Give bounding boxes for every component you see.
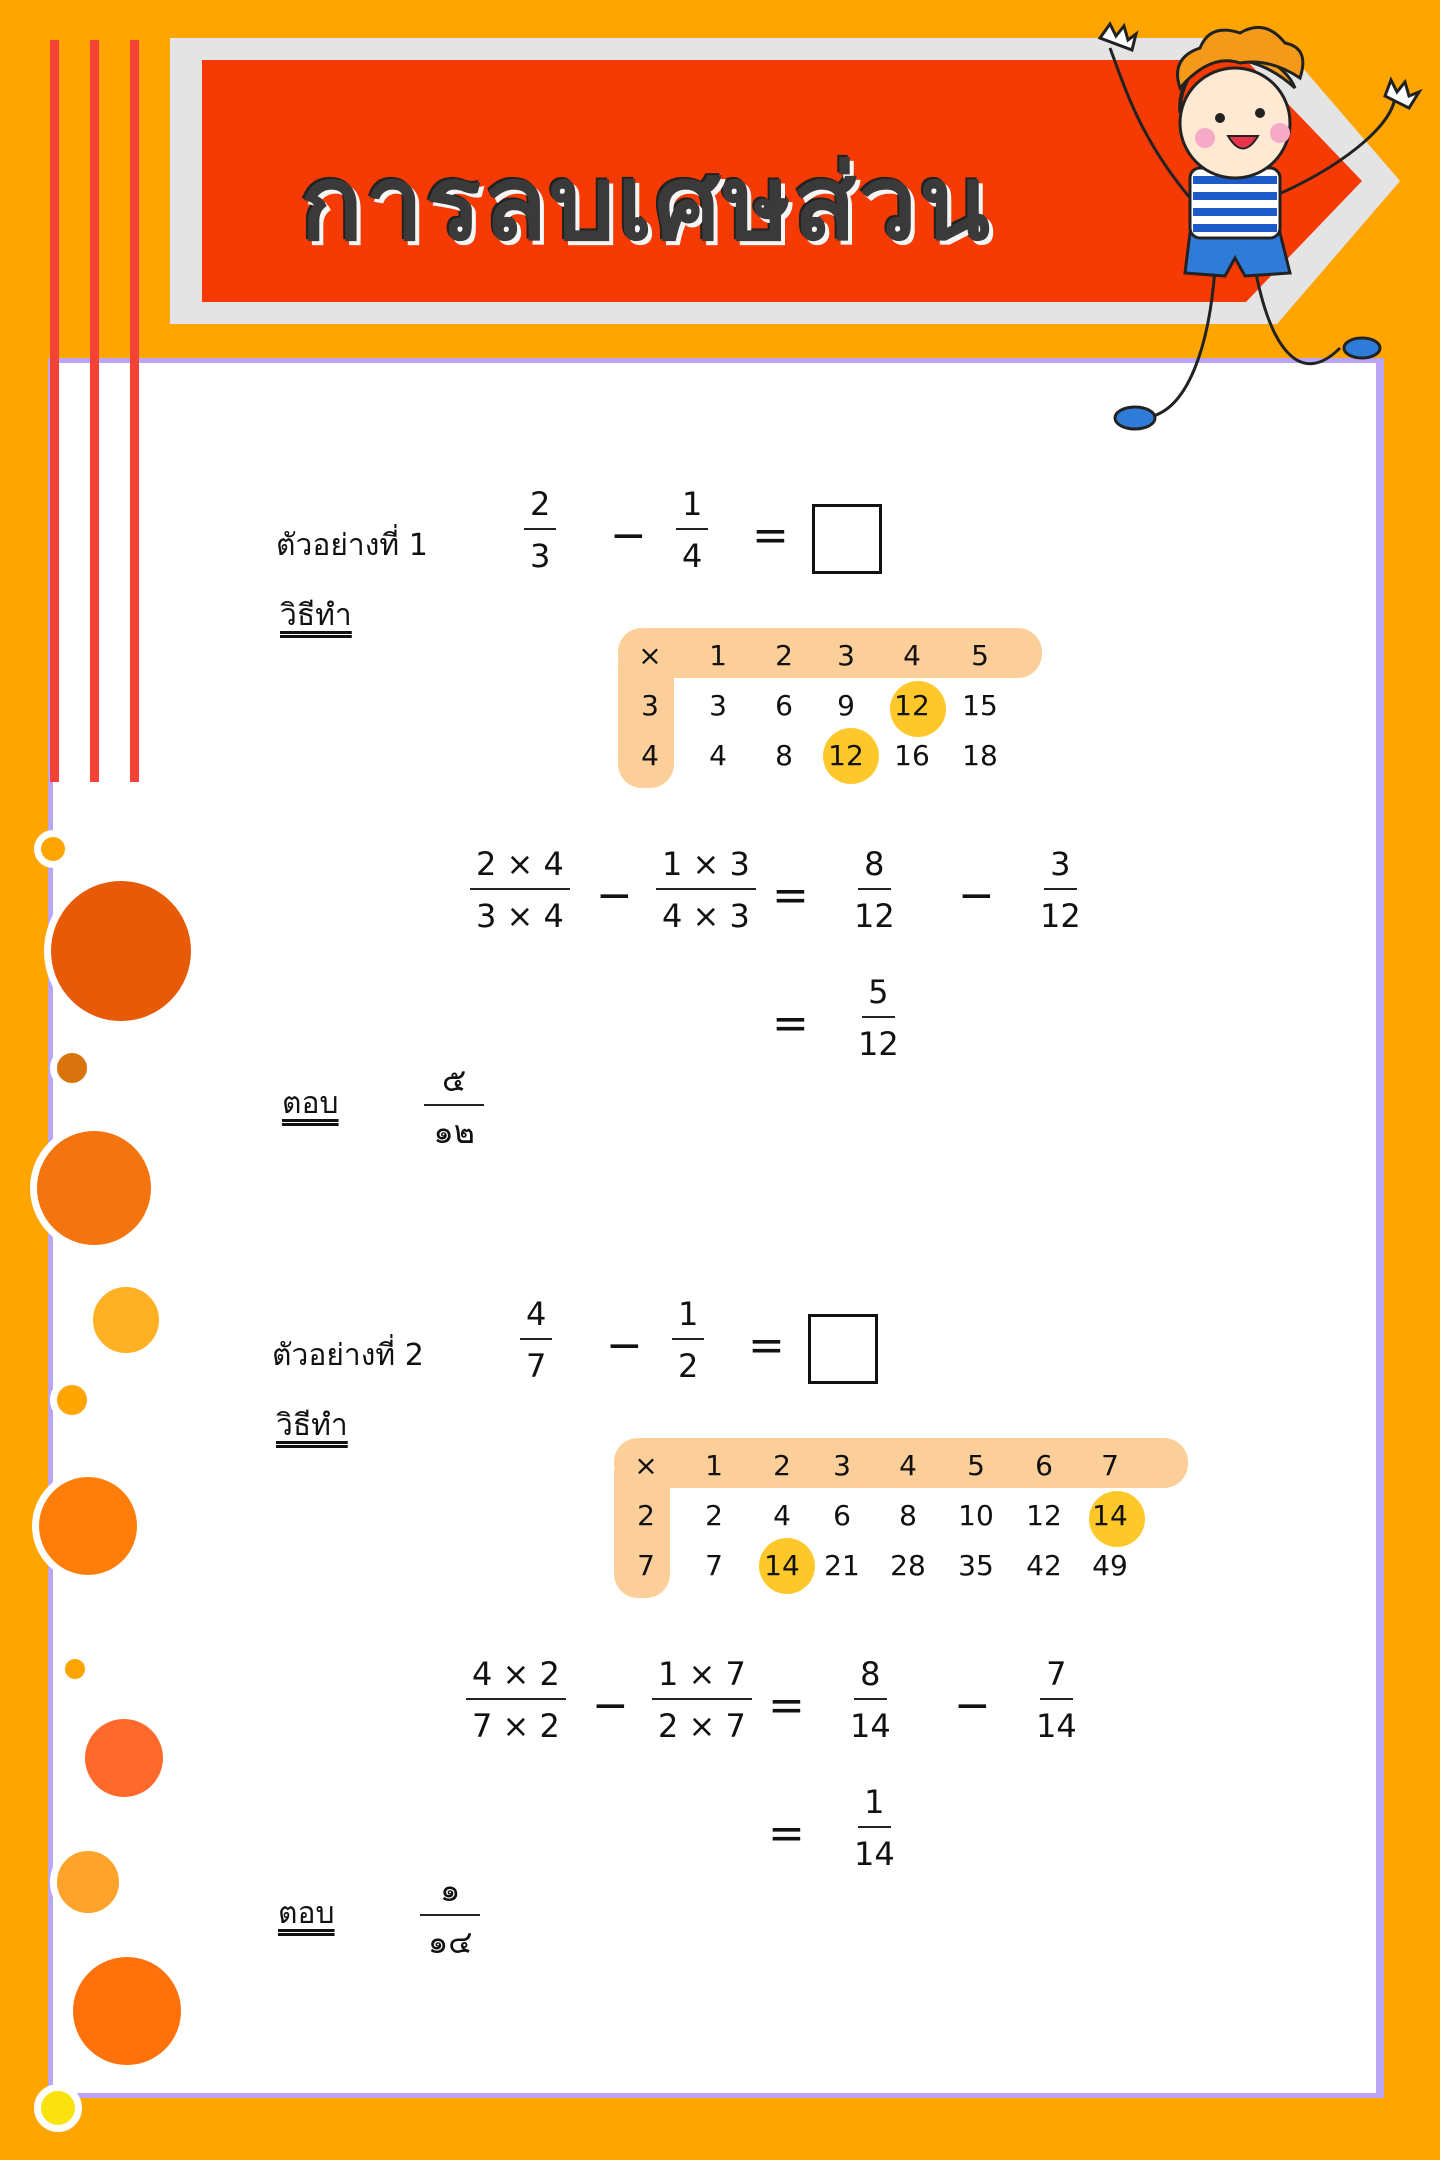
- ex2-problem-fraction-a: [520, 1295, 552, 1385]
- example-1-label: ตัวอย่างที่ 1: [276, 528, 428, 563]
- ex1-step-fraction-b: [656, 845, 756, 935]
- ex2-answer-fraction: [420, 1871, 480, 1961]
- numerator: 2 × 4: [470, 848, 570, 890]
- table-cell: 35: [958, 1549, 994, 1582]
- decor-stripe: [90, 40, 99, 782]
- example-2-method-label: วิธีทำ: [276, 1408, 348, 1443]
- ex2-step-fraction-d: [1036, 1655, 1077, 1745]
- table-header-cell: 5: [971, 639, 989, 672]
- ex1-answer-label: ตอบ: [282, 1086, 339, 1121]
- equals-sign: =: [752, 510, 789, 561]
- ex2-step-fraction-b: [652, 1655, 752, 1745]
- table-cell: 6: [833, 1499, 851, 1532]
- table-header-cell: 2: [775, 639, 793, 672]
- table-cell: 2: [637, 1499, 655, 1532]
- ex2-result-fraction: [854, 1783, 895, 1873]
- equals-sign: =: [772, 870, 809, 921]
- answer-box: [808, 1314, 878, 1384]
- decor-circle: [44, 874, 198, 1028]
- ex2-step-fraction-a: [466, 1655, 566, 1745]
- example-1-method-label: วิธีทำ: [280, 598, 352, 633]
- decor-circle: [66, 1950, 188, 2072]
- table-header-cell: 4: [903, 639, 921, 672]
- table-cell: 3: [709, 689, 727, 722]
- table-cell: 21: [824, 1549, 860, 1582]
- answer-box: [812, 504, 882, 574]
- denominator: 14: [850, 1707, 891, 1745]
- content-panel: [48, 358, 1384, 2098]
- decor-circle: [86, 1280, 166, 1360]
- minus-sign: −: [958, 870, 995, 921]
- numerator: 1: [676, 488, 708, 530]
- minus-sign: −: [610, 510, 647, 561]
- denominator: 2 × 7: [658, 1707, 746, 1745]
- numerator: 1: [672, 1298, 704, 1340]
- numerator: ๕: [424, 1064, 484, 1106]
- numerator: 1 × 7: [652, 1658, 752, 1700]
- table-cell: 28: [890, 1549, 926, 1582]
- ex2-answer-label: ตอบ: [278, 1896, 335, 1931]
- table-cell: 14: [764, 1549, 800, 1582]
- table-cell: 7: [705, 1549, 723, 1582]
- numerator: 5: [862, 976, 894, 1018]
- numerator: 1 × 3: [656, 848, 756, 890]
- table-header-cell: 1: [709, 639, 727, 672]
- minus-sign: −: [954, 1680, 991, 1731]
- table-header-cell: 4: [899, 1449, 917, 1482]
- ex1-result-fraction: [858, 973, 899, 1063]
- table-header-cell: 3: [833, 1449, 851, 1482]
- decor-circle: [34, 2084, 82, 2132]
- numerator: 8: [858, 848, 890, 890]
- ex1-answer-fraction: [424, 1061, 484, 1151]
- table-cell: 14: [1092, 1499, 1128, 1532]
- equals-sign: =: [772, 998, 809, 1049]
- denominator: 12: [854, 897, 895, 935]
- numerator: 2: [524, 488, 556, 530]
- table-cell: 7: [637, 1549, 655, 1582]
- decor-circle: [30, 1124, 158, 1252]
- ex1-step-fraction-c: [854, 845, 895, 935]
- example-2-label: ตัวอย่างที่ 2: [272, 1338, 424, 1373]
- numerator: 7: [1040, 1658, 1072, 1700]
- cartoon-boy-illustration: [1040, 18, 1440, 448]
- decor-circle: [78, 1712, 170, 1804]
- decor-stripe: [50, 40, 59, 782]
- equals-sign: =: [748, 1320, 785, 1371]
- table-header-cell: 7: [1101, 1449, 1119, 1482]
- denominator: 14: [854, 1835, 895, 1873]
- ex2-step-fraction-c: [850, 1655, 891, 1745]
- table-cell: 15: [962, 689, 998, 722]
- numerator: 1: [858, 1786, 890, 1828]
- denominator: 12: [858, 1025, 899, 1063]
- table-header-cell: 1: [705, 1449, 723, 1482]
- table-cell: 4: [773, 1499, 791, 1532]
- table-header-cell: 2: [773, 1449, 791, 1482]
- denominator: 7 × 2: [472, 1707, 560, 1745]
- ex2-problem-fraction-b: [672, 1295, 704, 1385]
- table-cell: 2: [705, 1499, 723, 1532]
- table-header-cell: ×: [638, 639, 662, 672]
- denominator: 3: [530, 537, 551, 575]
- decor-circle: [58, 1652, 92, 1686]
- numerator: 3: [1044, 848, 1076, 890]
- table-cell: 4: [641, 739, 659, 772]
- table-cell: 12: [894, 689, 930, 722]
- ex1-step-fraction-a: [470, 845, 570, 935]
- decor-circle: [50, 1844, 126, 1920]
- decor-circle: [50, 1378, 94, 1422]
- table-cell: 18: [962, 739, 998, 772]
- table-cell: 10: [958, 1499, 994, 1532]
- numerator: 4: [520, 1298, 552, 1340]
- ex1-problem-fraction-a: [524, 485, 556, 575]
- table-header-cell: 5: [967, 1449, 985, 1482]
- equals-sign: =: [768, 1808, 805, 1859]
- minus-sign: −: [596, 870, 633, 921]
- denominator: 2: [678, 1347, 699, 1385]
- denominator: 12: [1040, 897, 1081, 935]
- table-header-cell: ×: [634, 1449, 658, 1482]
- table-cell: 9: [837, 689, 855, 722]
- table-cell: 49: [1092, 1549, 1128, 1582]
- table-cell: 4: [709, 739, 727, 772]
- minus-sign: −: [606, 1320, 643, 1371]
- table-cell: 42: [1026, 1549, 1062, 1582]
- table-cell: 16: [894, 739, 930, 772]
- table-cell: 12: [828, 739, 864, 772]
- denominator: 3 × 4: [476, 897, 564, 935]
- equals-sign: =: [768, 1680, 805, 1731]
- table-cell: 8: [775, 739, 793, 772]
- denominator: ๑๒: [433, 1113, 475, 1151]
- denominator: ๑๔: [427, 1923, 473, 1961]
- numerator: 4 × 2: [466, 1658, 566, 1700]
- decor-stripe: [130, 40, 139, 782]
- denominator: 4 × 3: [662, 897, 750, 935]
- denominator: 7: [526, 1347, 547, 1385]
- decor-circle: [50, 1046, 94, 1090]
- denominator: 4: [682, 537, 703, 575]
- decor-circle: [34, 830, 72, 868]
- ex1-step-fraction-d: [1040, 845, 1081, 935]
- table-cell: 6: [775, 689, 793, 722]
- table-cell: 3: [641, 689, 659, 722]
- numerator: ๑: [420, 1874, 480, 1916]
- table-cell: 12: [1026, 1499, 1062, 1532]
- decor-circle: [32, 1470, 144, 1582]
- numerator: 8: [854, 1658, 886, 1700]
- table-cell: 8: [899, 1499, 917, 1532]
- table-header-cell: 6: [1035, 1449, 1053, 1482]
- minus-sign: −: [592, 1680, 629, 1731]
- ex1-problem-fraction-b: [676, 485, 708, 575]
- denominator: 14: [1036, 1707, 1077, 1745]
- table-header-cell: 3: [837, 639, 855, 672]
- page-title: การลบเศษส่วน: [300, 142, 993, 264]
